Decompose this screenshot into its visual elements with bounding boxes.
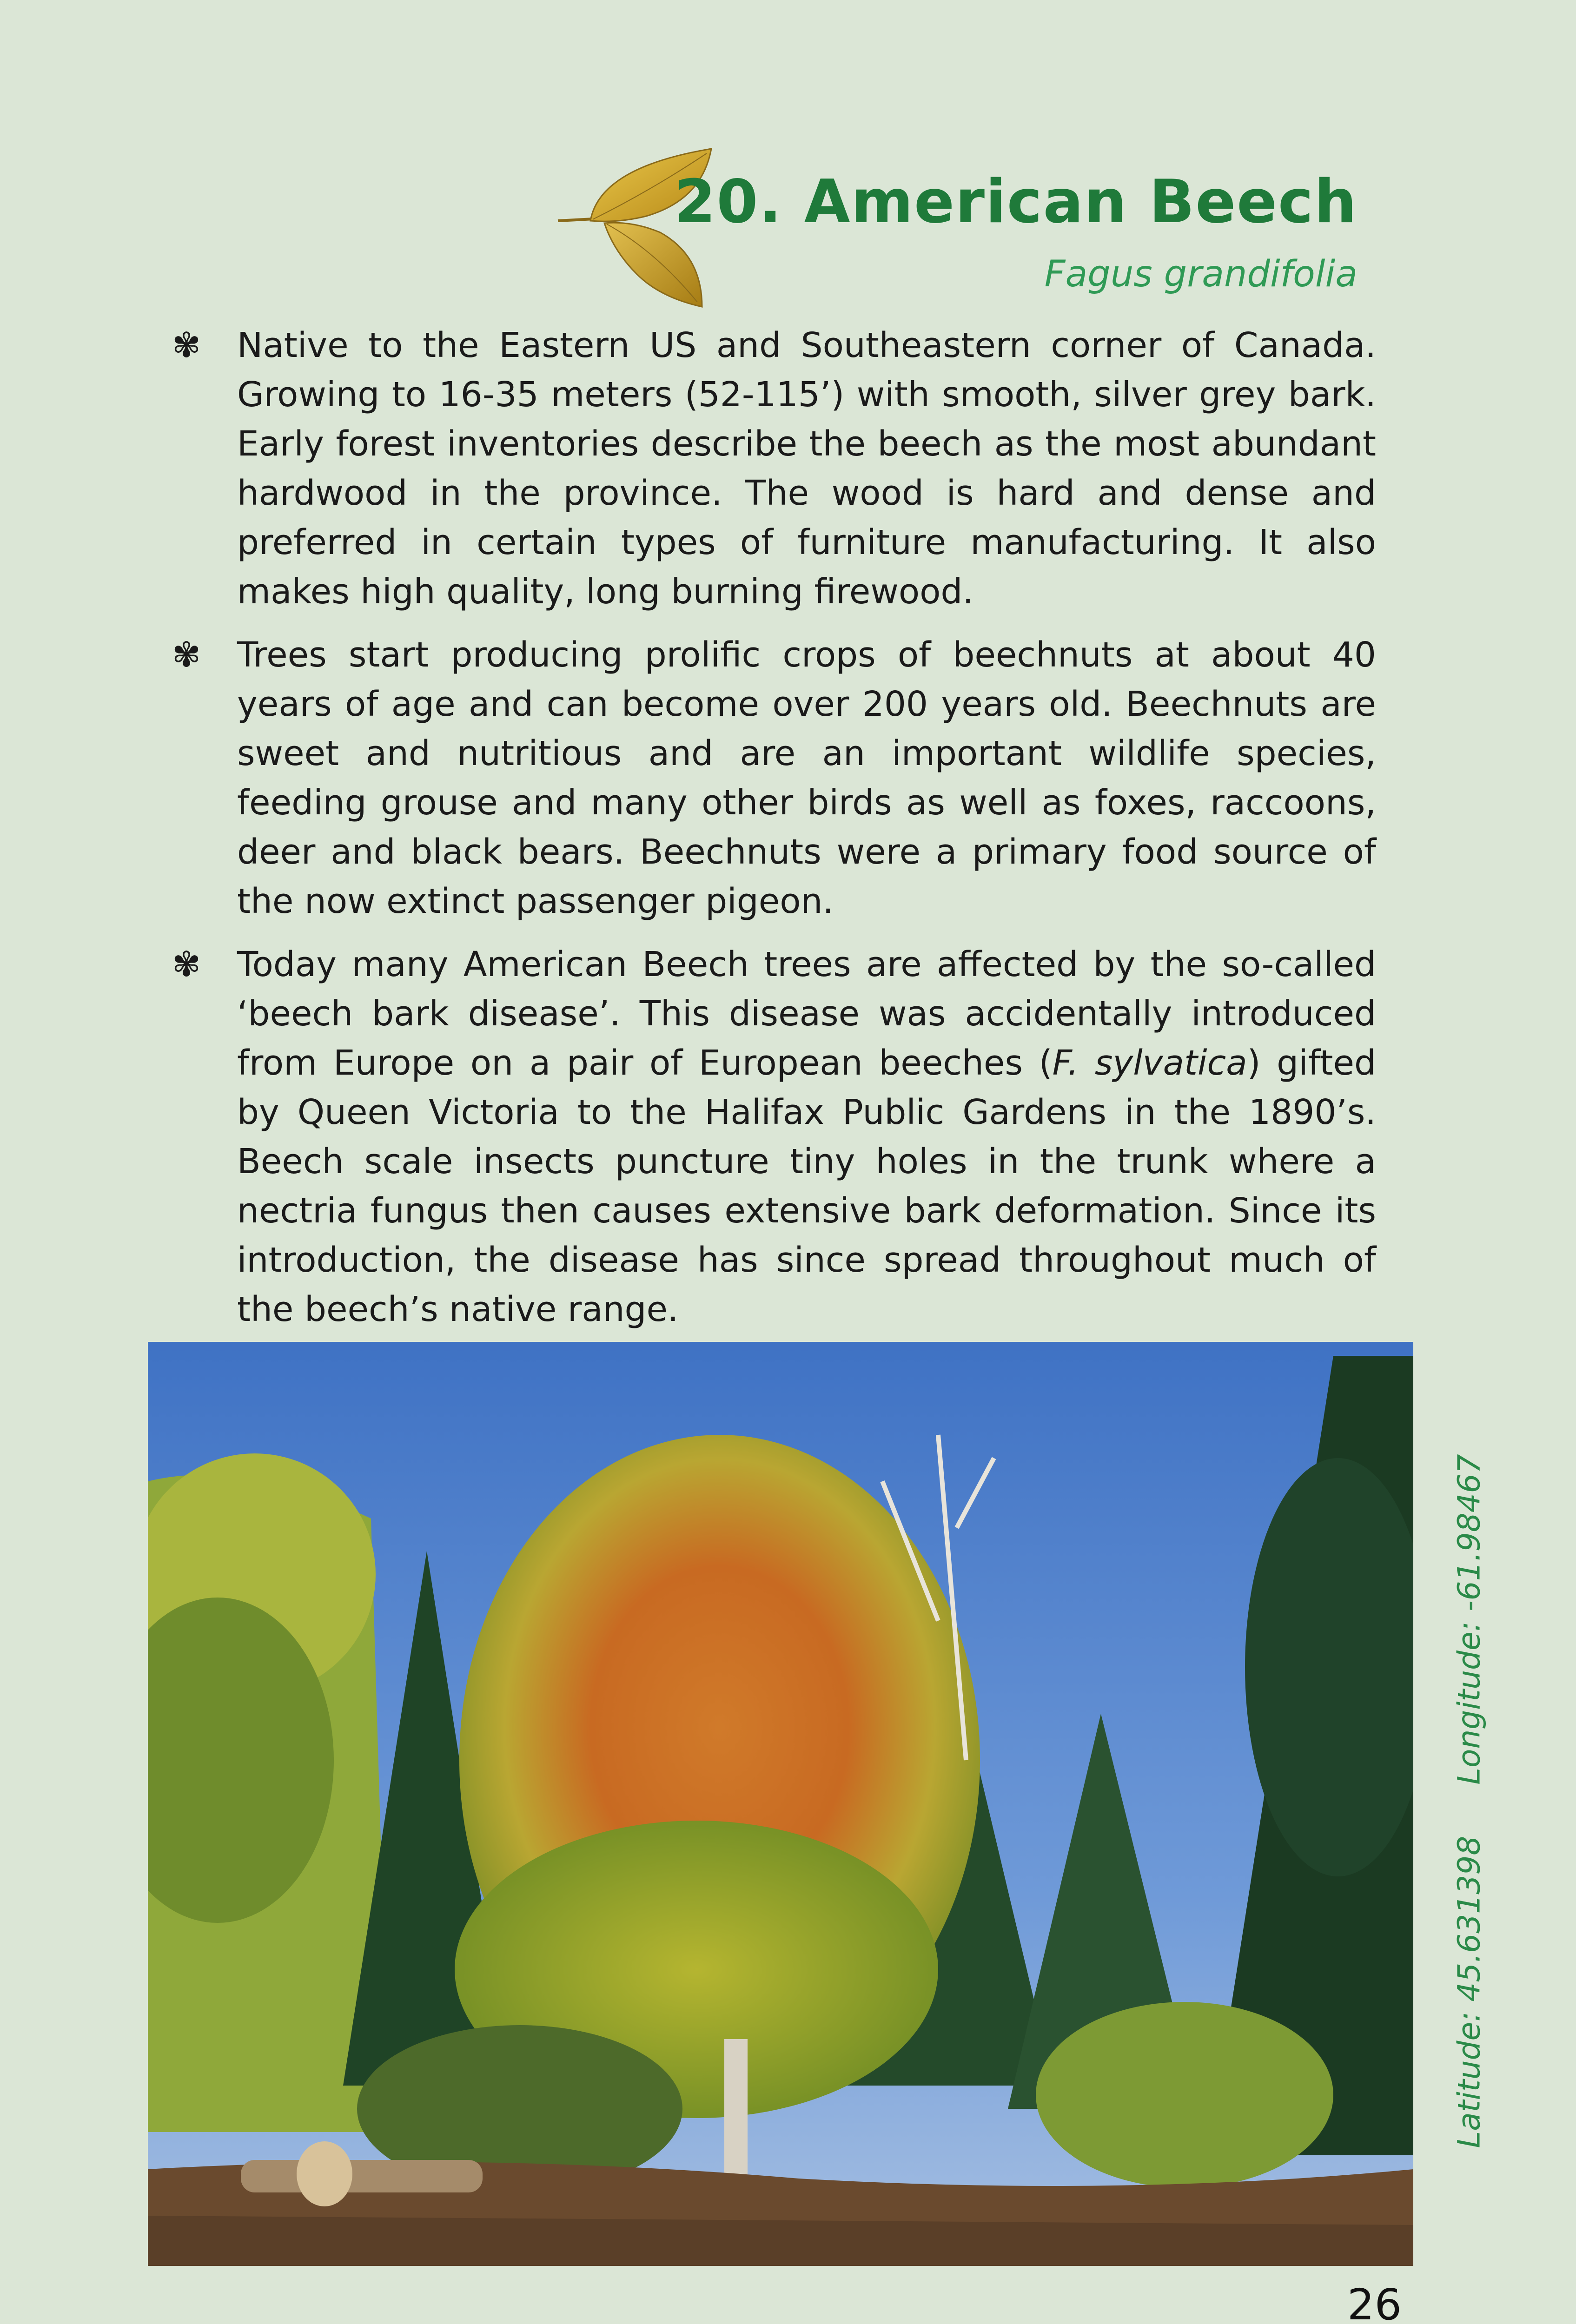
bullet-text-start: Today many American Beech trees are affected by the so-called ‘beech bark disease’. This disease was accidentally introduced from Europe on a pair of European beeches ( <box>237 944 1376 1083</box>
species-italic: F. sylvatica <box>1052 1043 1247 1083</box>
page-number: 26 <box>1347 2280 1402 2324</box>
list-item <box>167 630 1376 926</box>
scientific-name: Fagus grandifolia <box>1044 253 1357 295</box>
flower-bullet-icon: ✾ <box>172 635 201 675</box>
bullet-text <box>237 944 1376 1329</box>
bullet-list <box>167 321 1376 1348</box>
page-title: 20. American Beech <box>674 167 1357 237</box>
bullet-text: Trees start producing prolific crops of beechnuts at about 40 years of age and can become over 200 years old. Beechnuts are sweet and nutritious and are an important wildlife species, feeding grouse and many other birds as well as foxes, raccoons, deer and black bears. Beechnuts were a primary food source of the now extinct passenger pigeon. <box>237 635 1376 921</box>
bullet-text: Native to the Eastern US and Southeastern corner of Canada. Growing to 16-35 meters (52-115’) with smooth, silver grey bark. Early forest inventories describe the beech as the most abundant hardwood in the province. The wood is hard and dense and preferred in certain types of furniture manufacturing. It also makes high quality, long burning firewood. <box>237 325 1376 612</box>
bullet-text-end: ) gifted by Queen Victoria to the Halifax Public Gardens in the 1890’s. Beech scale insects puncture tiny holes in the trunk where a nectria fungus then causes extensive bark deformation. Since its introduction, the disease has since spread throughout much of the beech’s native range. <box>237 1043 1376 1329</box>
page-header <box>549 139 1357 325</box>
flower-bullet-icon: ✾ <box>172 944 201 984</box>
longitude-label: Longitude: -61.98467 <box>1451 1454 1487 1785</box>
beech-tree-photo <box>148 1342 1413 2266</box>
photo-illustration <box>148 1342 1413 2266</box>
flower-bullet-icon: ✾ <box>172 325 201 365</box>
coordinates-text <box>1451 1454 1487 2148</box>
list-item <box>167 321 1376 616</box>
list-item <box>167 940 1376 1334</box>
gps-coordinates <box>1432 1339 1506 2264</box>
latitude-label: Latitude: 45.631398 <box>1451 1835 1487 2148</box>
